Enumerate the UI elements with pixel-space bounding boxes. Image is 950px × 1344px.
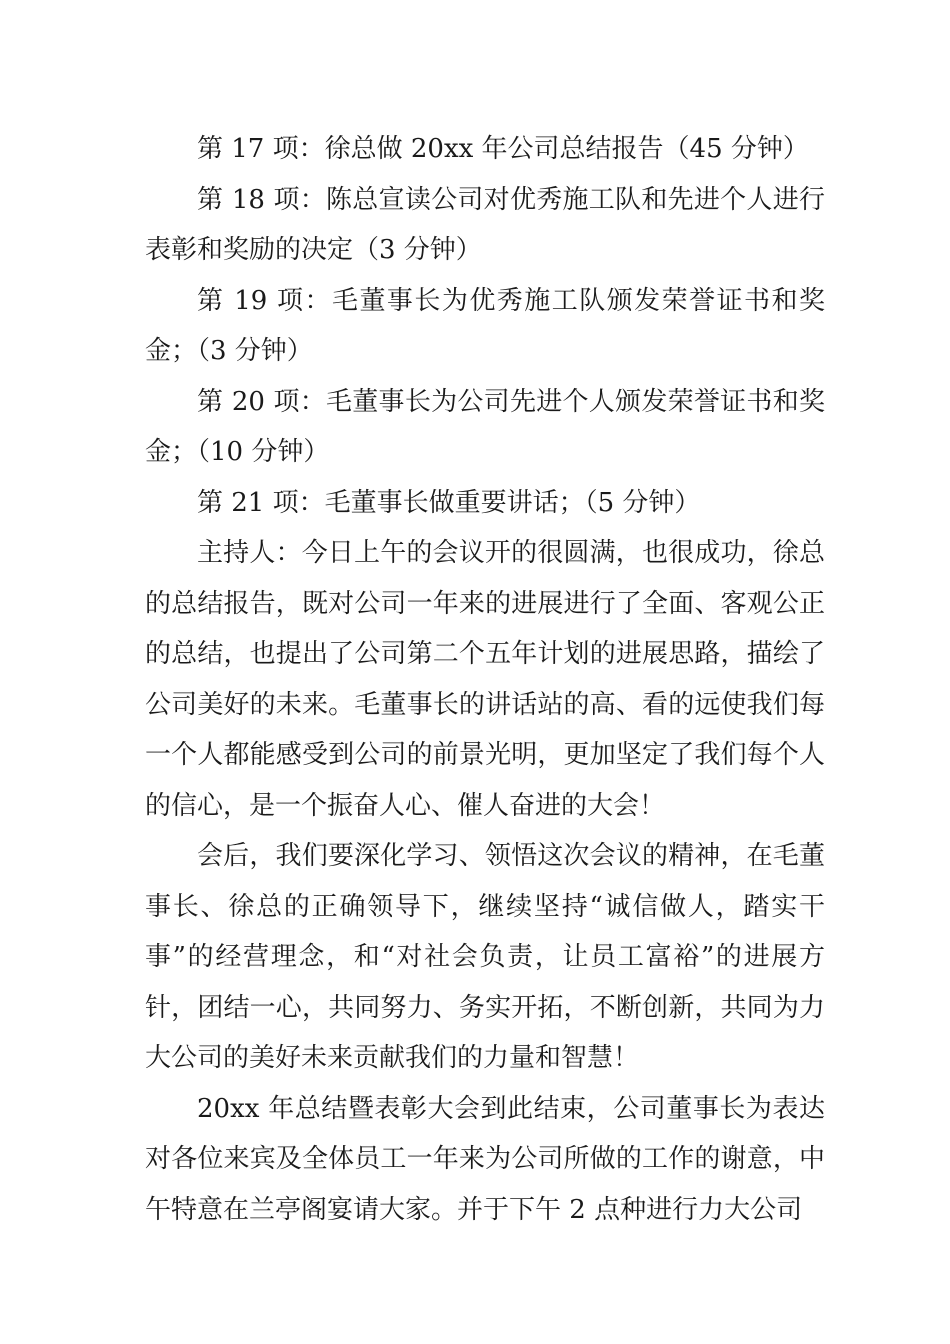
agenda-item-18: 第 18 项：陈总宣读公司对优秀施工队和先进个人进行表彰和奖励的决定（3 分钟） [145, 184, 825, 265]
host-remarks-paragraph: 主持人：今日上午的会议开的很圆满，也很成功，徐总的总结报告，既对公司一年来的进展进行了全面、客观公正的总结，也提出了公司第二个五年计划的进展思路，描绘了公司美好的未来。毛董事长的讲话站的高、看的远使我们每一个人都能感受到公司的前景光明，更加坚定了我们每个人的信心，是一个振奋人心、催人奋进的大会！ [145, 538, 825, 821]
agenda-item-17: 第 17 项：徐总做 20xx 年公司总结报告（45 分钟） [197, 134, 809, 164]
agenda-item-21: 第 21 项：毛董事长做重要讲话；（5 分钟） [197, 487, 701, 518]
agenda-item-20: 第 20 项：毛董事长为公司先进个人颁发荣誉证书和奖金；（10 分钟） [145, 386, 825, 467]
after-meeting-paragraph: 会后，我们要深化学习、领悟这次会议的精神，在毛董事长、徐总的正确领导下，继续坚持“诚信做人，踏实干事”的经营理念，和“对社会负责，让员工富裕”的进展方针，团结一心，共同努力、务实开拓，不断创新，共同为力大公司的美好未来贡献我们的力量和智慧！ [145, 841, 825, 1073]
closing-paragraph: 20xx 年总结暨表彰大会到此结束，公司董事长为表达对各位来宾及全体员工一年来为公司所做的工作的谢意，中午特意在兰亭阁宴请大家。并于下午 2 点种进行力大公司 [145, 1093, 825, 1225]
document-body [145, 124, 825, 1235]
agenda-item-19: 第 19 项：毛董事长为优秀施工队颁发荣誉证书和奖金；（3 分钟） [145, 285, 825, 366]
